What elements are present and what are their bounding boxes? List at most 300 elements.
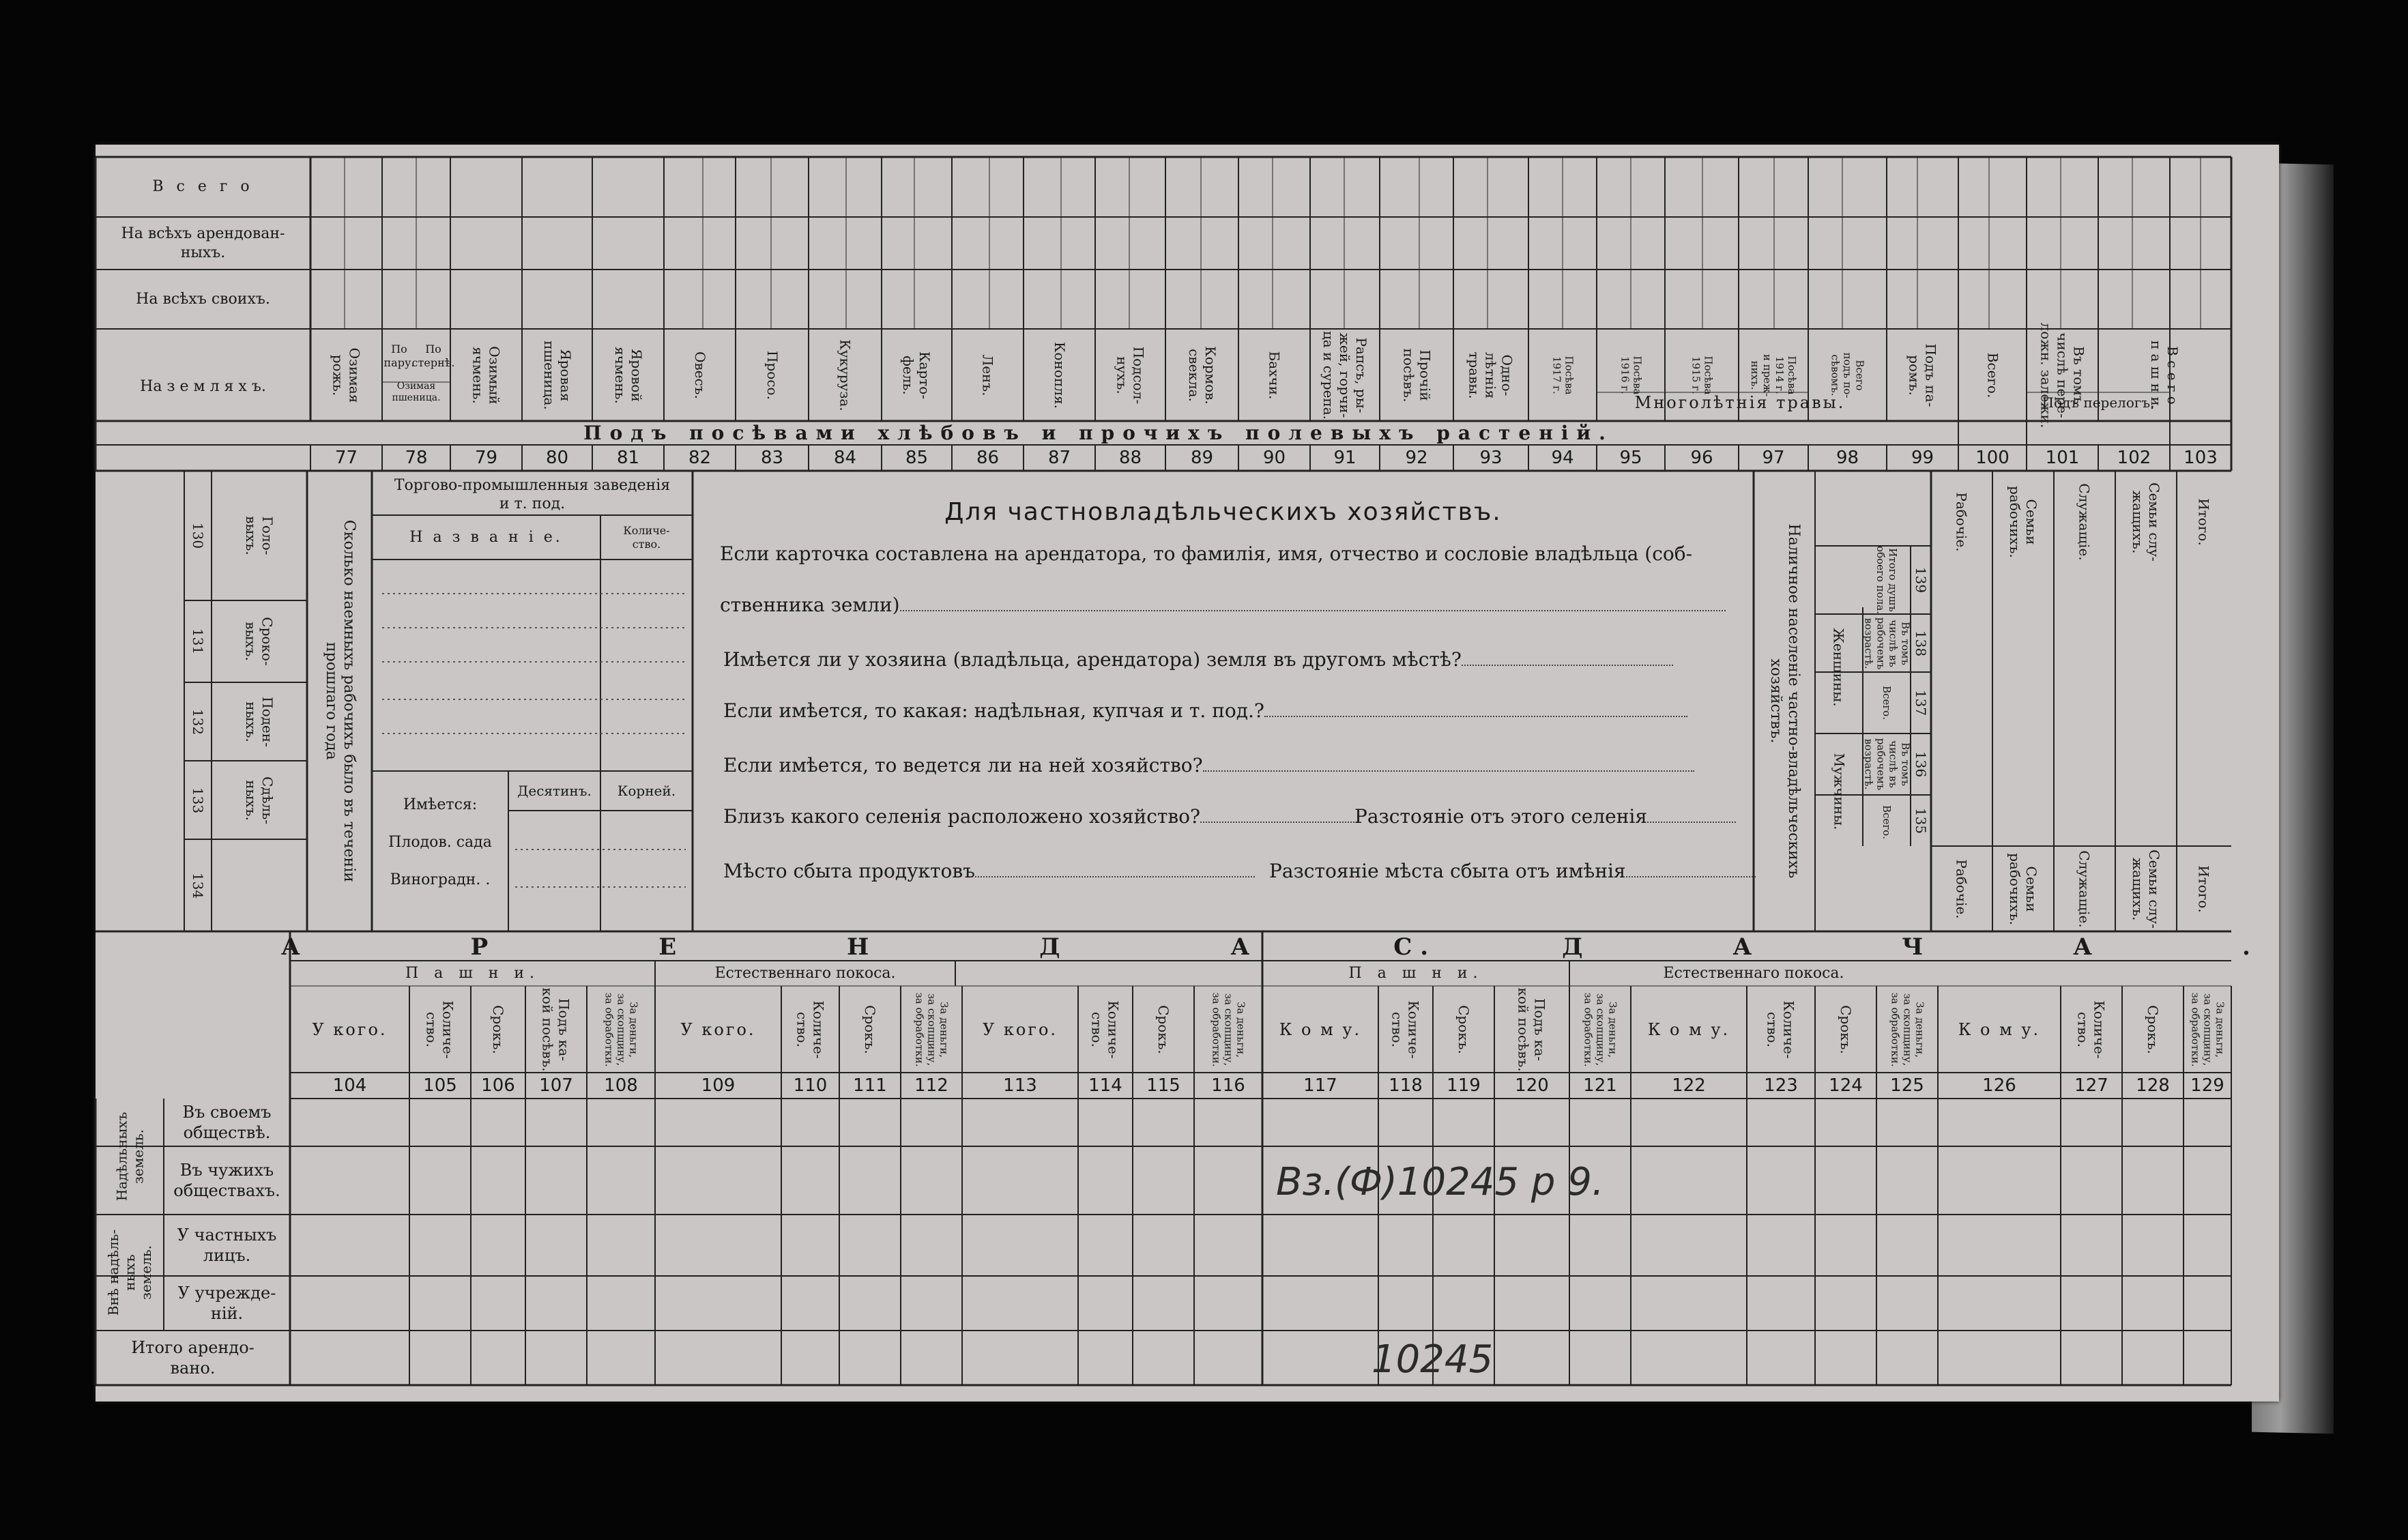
rent-col-header-1 xyxy=(409,986,471,1073)
rent-haymaking-1-text: Естественнаго покоса. xyxy=(714,964,896,982)
rent-arenda-banner xyxy=(280,933,1599,961)
rent-col-header-17-text: За деньги, за скопщину, за обработки. xyxy=(1582,992,1619,1066)
crop-header-3 xyxy=(450,329,522,421)
rent-group-nonallotment-text: Внѣ надѣль- ныхъ земель. xyxy=(105,1229,154,1316)
rent-col-header-17 xyxy=(1569,986,1631,1073)
rent-col-header-21-text: За деньги, за скопщину, за обработки. xyxy=(1889,992,1926,1066)
rent-col-header-7 xyxy=(839,986,901,1073)
population-top-3 xyxy=(2115,471,2177,573)
rent-col-number-109-text: 109 xyxy=(701,1075,736,1096)
population-number-135-text: 135 xyxy=(1913,807,1929,834)
rent-haymaking-1 xyxy=(655,961,955,986)
col-number-84-text: 84 xyxy=(833,448,857,468)
livestock-number-133 xyxy=(184,761,212,839)
question-market-distance-fill-line[interactable] xyxy=(1626,876,1756,877)
question-market-fill-line[interactable] xyxy=(975,876,1255,877)
population-top-1 xyxy=(1992,471,2054,573)
rent-row-label-3-text: У учрежде- нiй. xyxy=(177,1283,276,1323)
col-number-91 xyxy=(1310,445,1380,471)
rent-col-header-22-text: К о м у. xyxy=(1958,1019,2041,1039)
rent-col-header-24-text: Срокъ. xyxy=(2144,1004,2161,1054)
col-number-101-text: 101 xyxy=(2045,448,2080,468)
rent-col-header-21 xyxy=(1876,986,1938,1073)
crop-header-10-text: Ленъ. xyxy=(979,354,996,396)
population-number-135 xyxy=(1911,795,1931,846)
rent-col-header-15 xyxy=(1433,986,1494,1073)
rent-col-number-106 xyxy=(471,1073,525,1099)
rent-col-header-9-text: У кого. xyxy=(982,1019,1058,1039)
population-number-139-text: 139 xyxy=(1913,566,1929,594)
rent-col-header-24 xyxy=(2122,986,2184,1073)
crop-header-23 xyxy=(1887,329,1958,421)
livestock-number-134 xyxy=(184,839,212,931)
rent-col-number-114 xyxy=(1078,1073,1133,1099)
livestock-header-0-text: Голо- выхъ. xyxy=(242,516,276,555)
crop-header-11-text: Конопля. xyxy=(1051,341,1068,409)
crop-header-7-text: Просо. xyxy=(764,350,781,400)
col-number-96-text: 96 xyxy=(1690,448,1713,468)
rent-col-header-0-text: У кого. xyxy=(312,1019,388,1039)
col-number-82-text: 82 xyxy=(688,448,712,468)
trade-roots-header-text: Корней. xyxy=(617,782,676,799)
private-title-text: Для частновладѣльческихъ хозяйствъ. xyxy=(944,497,1502,526)
crop-header-22-text: Всего подъ по- сѣвомъ. xyxy=(1829,352,1866,398)
crop-header-26-text: В с е г о п а ш н и. xyxy=(2148,340,2181,410)
rent-col-number-105 xyxy=(409,1073,471,1099)
col-number-102-text: 102 xyxy=(2117,448,2151,468)
question-village-distance-fill-line[interactable] xyxy=(1647,822,1736,823)
col-number-90 xyxy=(1238,445,1310,471)
rent-col-header-8-text: За деньги, за скопщину, за обработки. xyxy=(913,992,950,1066)
col-number-86-text: 86 xyxy=(976,448,1000,468)
row-label-own-text: На всѣхъ своихъ. xyxy=(136,290,270,308)
population-top-4-text: Итого. xyxy=(2196,498,2212,546)
rent-col-header-22 xyxy=(1938,986,2061,1073)
rent-col-number-115-text: 115 xyxy=(1146,1075,1180,1096)
col-number-93 xyxy=(1453,445,1528,471)
col-number-95 xyxy=(1597,445,1665,471)
row-label-total xyxy=(96,157,310,217)
population-number-139 xyxy=(1911,546,1931,614)
rent-col-number-112 xyxy=(901,1073,962,1099)
rent-col-header-20 xyxy=(1815,986,1876,1073)
rent-col-number-107-text: 107 xyxy=(539,1075,573,1096)
crop-header-18-text: Посѣва 1917 г. xyxy=(1550,355,1575,394)
rent-col-header-23-text: Количе- ство. xyxy=(2075,1000,2108,1059)
rent-col-header-12-text: За деньги, за скопщину, за обработки. xyxy=(1210,992,1247,1066)
col-number-92 xyxy=(1380,445,1453,471)
rent-col-header-16 xyxy=(1494,986,1569,1073)
rent-col-number-106-text: 106 xyxy=(481,1075,515,1096)
rent-col-header-12 xyxy=(1194,986,1262,1073)
rent-col-number-120 xyxy=(1494,1073,1569,1099)
rent-col-number-127-text: 127 xyxy=(2074,1075,2108,1096)
col-number-80-text: 80 xyxy=(545,448,569,468)
perennial-grasses-label xyxy=(1597,389,1883,416)
handwritten-card-number: 10245 xyxy=(1372,1337,1494,1382)
population-number-138-text: 138 xyxy=(1913,630,1929,656)
under-crops-banner xyxy=(310,421,1887,445)
population-both-sexes xyxy=(1863,546,1911,614)
rent-col-header-13 xyxy=(1262,986,1378,1073)
col-number-97-text: 97 xyxy=(1762,448,1785,468)
question-village-text: Близъ какого селенiя расположено хозяйство? xyxy=(723,805,1201,828)
rent-col-number-111-text: 111 xyxy=(853,1075,887,1096)
rent-row-label-1-text: Въ чужихъ обществахъ. xyxy=(173,1161,280,1200)
crop-header-13-text: Кормов. свекла. xyxy=(1185,345,1219,405)
rent-col-number-114-text: 114 xyxy=(1088,1075,1122,1096)
rent-col-header-9 xyxy=(962,986,1078,1073)
rent-col-header-4 xyxy=(587,986,655,1073)
col-number-81 xyxy=(592,445,664,471)
crop-header-15 xyxy=(1310,329,1380,421)
population-bottom-0-text: Рабочiе. xyxy=(1954,858,1970,919)
rent-col-header-10-text: Количе- ство. xyxy=(1089,1000,1122,1059)
trade-title-text: Торгово-промышленныя заведенiя и т. под. xyxy=(394,476,671,512)
rent-sdacha-banner xyxy=(1262,933,2400,961)
col-number-83-text: 83 xyxy=(760,448,784,468)
under-crops-banner-text: Подъ посѣвами хлѣбовъ и прочихъ полевыхъ растенiй. xyxy=(583,422,1614,444)
population-women-total xyxy=(1863,672,1911,733)
crop-header-9-text: Карто- фель. xyxy=(900,351,933,399)
rent-col-number-125 xyxy=(1876,1073,1938,1099)
rent-col-number-123-text: 123 xyxy=(1764,1075,1798,1096)
population-side-title xyxy=(1754,471,1815,931)
rent-col-header-25 xyxy=(2184,986,2231,1073)
livestock-number-131-text: 131 xyxy=(190,628,206,655)
col-number-88 xyxy=(1095,445,1165,471)
population-bottom-3-text: Семьи слу- жащихъ. xyxy=(2130,849,2163,929)
col-number-79-text: 79 xyxy=(474,448,498,468)
livestock-header-0 xyxy=(212,471,307,600)
rent-col-number-125-text: 125 xyxy=(1890,1075,1924,1096)
rent-col-number-122 xyxy=(1631,1073,1747,1099)
population-women-incl xyxy=(1863,614,1911,672)
col-number-87 xyxy=(1024,445,1095,471)
trade-title xyxy=(372,474,693,515)
question-village xyxy=(723,805,1357,828)
question-land-type-fill-line[interactable] xyxy=(1264,716,1687,717)
rent-col-number-104 xyxy=(290,1073,409,1099)
col-number-97 xyxy=(1739,445,1808,471)
col-number-89 xyxy=(1165,445,1238,471)
population-bottom-1-text: Семьи рабочихъ. xyxy=(2007,852,2040,925)
row-label-on-lands-text: На з е м л я х ъ. xyxy=(140,378,266,396)
crop-header-2-text: По стернѣ. xyxy=(411,343,455,369)
crop-header-0-text: Озимая рожь. xyxy=(330,347,363,403)
rent-col-header-4-text: За деньги, за скопщину, за обработки. xyxy=(603,992,639,1066)
population-men-incl xyxy=(1863,733,1911,795)
crop-header-24-text: Всего. xyxy=(1984,352,2001,398)
question-farming-fill-line[interactable] xyxy=(1203,770,1694,772)
rent-col-number-126-text: 126 xyxy=(1982,1075,2016,1096)
rent-total-label xyxy=(96,1331,290,1385)
crop-header-6 xyxy=(664,329,736,421)
rent-haymaking-2 xyxy=(1569,961,1938,986)
col-number-79 xyxy=(450,445,522,471)
rent-col-header-0 xyxy=(290,986,409,1073)
col-number-89-text: 89 xyxy=(1190,448,1214,468)
rent-col-header-15-text: Срокъ. xyxy=(1455,1004,1472,1054)
col-number-96 xyxy=(1665,445,1739,471)
fallow-label xyxy=(2027,389,2170,416)
crop-header-5 xyxy=(592,329,664,421)
population-both-sexes-text: Итого душъ обоего пола. xyxy=(1874,546,1899,614)
col-number-94-text: 94 xyxy=(1551,448,1574,468)
col-number-87-text: 87 xyxy=(1047,448,1071,468)
rent-col-number-110 xyxy=(781,1073,839,1099)
rent-col-header-10 xyxy=(1078,986,1133,1073)
livestock-number-134-text: 134 xyxy=(190,872,206,899)
col-number-102 xyxy=(2098,445,2170,471)
rent-col-number-116-text: 116 xyxy=(1211,1075,1245,1096)
rent-col-number-128-text: 128 xyxy=(2136,1075,2170,1096)
row-label-total-text: В с е г о xyxy=(152,178,254,196)
crop-header-19-text: Посѣва 1916 г. xyxy=(1618,355,1643,394)
rent-sdacha-banner-text: СДАЧА. xyxy=(1393,933,2400,961)
population-top-2 xyxy=(2054,471,2115,573)
rent-col-header-8 xyxy=(901,986,962,1073)
rent-col-number-126 xyxy=(1938,1073,2061,1099)
rent-row-label-1 xyxy=(164,1146,290,1215)
rent-col-header-16-text: Подъ ка- кой посѣвъ. xyxy=(1515,987,1549,1072)
question-village-distance-text: Разстоянiе отъ этого селенiя xyxy=(1354,805,1647,828)
rent-col-number-116 xyxy=(1194,1073,1262,1099)
rent-arable-1 xyxy=(290,961,655,986)
row-label-rented-text: На всѣхъ арендован- ныхъ. xyxy=(121,225,285,261)
crop-header-14 xyxy=(1238,329,1310,421)
col-number-100 xyxy=(1958,445,2027,471)
rent-row-label-0-text: Въ своемъ обществѣ. xyxy=(182,1103,272,1142)
rent-col-number-115 xyxy=(1133,1073,1194,1099)
livestock-number-130-text: 130 xyxy=(190,522,206,549)
population-number-137 xyxy=(1911,672,1931,733)
col-number-100-text: 100 xyxy=(1975,448,2010,468)
row-label-on-lands xyxy=(96,329,310,445)
rent-col-number-124 xyxy=(1815,1073,1876,1099)
population-number-138 xyxy=(1911,614,1931,672)
livestock-header-3-text: Сдѣль- ныхъ. xyxy=(243,776,276,824)
population-men-total xyxy=(1863,795,1911,849)
rent-col-number-119-text: 119 xyxy=(1447,1075,1481,1096)
rent-group-allotment xyxy=(96,1099,164,1215)
col-number-98 xyxy=(1808,445,1887,471)
crop-header-13 xyxy=(1165,329,1238,421)
rent-col-header-19 xyxy=(1747,986,1815,1073)
col-number-85-text: 85 xyxy=(905,448,929,468)
rent-col-header-19-text: Количе- ство. xyxy=(1765,1000,1797,1059)
trade-qty-header xyxy=(600,515,693,560)
rent-row-label-2-text: У частныхъ лицъ. xyxy=(177,1225,277,1265)
question-market-text: Мѣсто сбыта продуктовъ xyxy=(723,860,975,882)
crop-header-23-text: Подъ па- ромъ. xyxy=(1906,343,1939,407)
col-number-93-text: 93 xyxy=(1479,448,1503,468)
livestock-header-1 xyxy=(212,600,307,682)
col-number-95-text: 95 xyxy=(1619,448,1642,468)
rent-group-nonallotment xyxy=(96,1215,164,1331)
population-bottom-4 xyxy=(2177,846,2231,931)
population-number-137-text: 137 xyxy=(1913,689,1929,716)
crop-header-20-text: Посѣва 1915 г. xyxy=(1689,355,1714,394)
rent-col-header-2 xyxy=(471,986,525,1073)
rent-col-number-124-text: 124 xyxy=(1829,1075,1863,1096)
question-village-fill-line[interactable] xyxy=(1200,822,1357,823)
livestock-number-131 xyxy=(184,600,212,682)
population-women-incl-text: Въ томъ числѣ въ рабочемъ возрастѣ. xyxy=(1862,617,1911,669)
trade-has-label-text: Имѣется: xyxy=(403,796,478,814)
col-number-92-text: 92 xyxy=(1405,448,1428,468)
question-other-land-fill-line[interactable] xyxy=(1462,665,1673,666)
rent-group-allotment-text: Надѣльныхъ земель. xyxy=(113,1112,146,1202)
rent-col-number-119 xyxy=(1433,1073,1494,1099)
crop-header-1-text: По пару. xyxy=(383,343,415,369)
population-men-text: Мужчины. xyxy=(1831,753,1847,830)
livestock-header-1-text: Сроко- выхъ. xyxy=(242,617,276,666)
livestock-header-2-text: Поден- ныхъ. xyxy=(242,696,276,747)
trade-vineyards xyxy=(379,867,502,894)
population-men-total-text: Всего. xyxy=(1881,805,1893,839)
fallow-label-text: Подъ перелогъ. xyxy=(2042,394,2155,411)
rent-col-header-7-text: Срокъ. xyxy=(861,1004,878,1054)
population-top-2-text: Служащiе. xyxy=(2076,483,2093,561)
col-number-99 xyxy=(1887,445,1958,471)
rent-col-number-110-text: 110 xyxy=(793,1075,828,1096)
crop-header-4 xyxy=(522,329,592,421)
trade-orchards xyxy=(379,829,502,856)
question-market-distance-text: Разстоянiе мѣста сбыта отъ имѣнiя xyxy=(1269,860,1626,882)
crop-header-10 xyxy=(952,329,1024,421)
livestock-header-2 xyxy=(212,682,307,761)
population-number-136-text: 136 xyxy=(1913,751,1929,778)
rent-col-header-6-text: Количе- ство. xyxy=(794,1000,827,1059)
question-market-distance xyxy=(1269,860,1756,882)
col-number-94 xyxy=(1528,445,1597,471)
question-other-land xyxy=(723,648,1673,671)
trade-desyatin-header xyxy=(508,771,600,811)
col-number-84 xyxy=(809,445,882,471)
crop-header-6-text: Овесъ. xyxy=(691,351,708,399)
crop-header-12-text: Подсол- нухъ. xyxy=(1114,346,1147,404)
col-number-103-text: 103 xyxy=(2184,448,2218,468)
col-number-77-text: 77 xyxy=(334,448,358,468)
rent-col-header-14 xyxy=(1378,986,1433,1073)
crop-header-2 xyxy=(411,329,455,383)
population-top-0 xyxy=(1931,471,1992,573)
rent-col-number-108-text: 108 xyxy=(604,1075,638,1096)
rent-col-number-118-text: 118 xyxy=(1389,1075,1423,1096)
col-number-86 xyxy=(952,445,1024,471)
livestock-number-133-text: 133 xyxy=(190,787,206,813)
rent-col-number-121-text: 121 xyxy=(1583,1075,1617,1096)
col-number-78-text: 78 xyxy=(405,448,428,468)
rent-col-number-104-text: 104 xyxy=(332,1075,367,1096)
winter-wheat-label xyxy=(382,382,450,403)
crop-header-18 xyxy=(1528,329,1597,421)
population-top-4 xyxy=(2177,471,2231,573)
crop-header-8 xyxy=(809,329,882,421)
crop-header-11 xyxy=(1024,329,1095,421)
rent-arenda-banner-text: АРЕНДА. xyxy=(280,933,1599,961)
rent-col-number-113 xyxy=(962,1073,1078,1099)
crop-header-12 xyxy=(1095,329,1165,421)
rent-arable-2 xyxy=(1262,961,1569,986)
population-number-136 xyxy=(1911,733,1931,795)
rent-col-header-5 xyxy=(655,986,781,1073)
question-land-type xyxy=(723,699,1687,722)
question-village-distance xyxy=(1354,805,1736,828)
crop-header-0 xyxy=(310,329,382,421)
rent-col-number-128 xyxy=(2122,1073,2184,1099)
winter-wheat-label-text: Озимая пшеница. xyxy=(392,380,441,403)
population-women xyxy=(1815,607,1863,727)
crop-header-16 xyxy=(1380,329,1453,421)
col-number-99-text: 99 xyxy=(1911,448,1934,468)
col-number-91-text: 91 xyxy=(1333,448,1357,468)
question-owner-name-cont-fill-line[interactable] xyxy=(900,610,1726,611)
rent-col-header-11 xyxy=(1133,986,1194,1073)
crop-header-15-text: Рапсъ, ры- жей, горчи- ца и сурепа. xyxy=(1320,330,1369,420)
rent-col-header-18 xyxy=(1631,986,1747,1073)
livestock-number-132-text: 132 xyxy=(190,708,206,735)
crop-header-25-text: Въ томъ числѣ пере- ложн. залежи. xyxy=(2037,322,2087,428)
hired-workers-label xyxy=(307,471,372,931)
rent-col-number-111 xyxy=(839,1073,901,1099)
rent-col-header-2-text: Срокъ. xyxy=(489,1004,506,1054)
rent-col-number-123 xyxy=(1747,1073,1815,1099)
col-number-101 xyxy=(2027,445,2098,471)
rent-col-number-107 xyxy=(525,1073,587,1099)
question-owner-name xyxy=(720,542,1692,565)
question-owner-name-text: Если карточка составлена на арендатора, то фамилiя, имя, отчество и сословiе владѣльца (соб- xyxy=(720,542,1693,565)
crop-header-3-text: Озимый ячмень. xyxy=(469,345,503,405)
rent-col-number-129 xyxy=(2184,1073,2231,1099)
trade-roots-header xyxy=(600,771,693,811)
private-title xyxy=(693,491,1754,532)
hired-workers-label-text: Сколько наемныхъ рабочихъ было въ теченiи прошлаго года xyxy=(322,519,358,883)
perennial-grasses-label-text: Многолѣтнiя травы. xyxy=(1634,393,1846,412)
rent-col-number-117-text: 117 xyxy=(1303,1075,1337,1096)
col-number-85 xyxy=(882,445,952,471)
rent-col-number-122-text: 122 xyxy=(1672,1075,1706,1096)
rent-col-number-129-text: 129 xyxy=(2190,1075,2224,1096)
crop-header-5-text: Яровой ячмень. xyxy=(611,346,645,404)
rent-row-label-2 xyxy=(164,1215,290,1276)
question-owner-name-cont xyxy=(720,594,1726,616)
rent-arable-2-text: П а ш н и. xyxy=(1348,964,1483,982)
trade-vineyards-text: Виноградн. . xyxy=(390,871,491,889)
rent-haymaking-2-text: Естественнаго покоса. xyxy=(1663,964,1844,982)
crop-header-8-text: Кукуруза. xyxy=(837,338,854,411)
trade-desyatin-header-text: Десятинъ. xyxy=(517,782,592,799)
rent-row-label-0 xyxy=(164,1099,290,1146)
rent-col-header-25-text: За деньги, за скопщину, за обработки. xyxy=(2189,992,2226,1066)
handwritten-archive-note: Вз.(Ф)10245 р 9. xyxy=(1276,1160,1604,1204)
col-number-103 xyxy=(2170,445,2231,471)
rent-col-number-117 xyxy=(1262,1073,1378,1099)
rent-col-header-14-text: Количе- ство. xyxy=(1389,1000,1422,1059)
population-side-title-text: Наличное населенiе частно-владѣльческихъ хозяйствъ. xyxy=(1767,523,1803,879)
col-number-81-text: 81 xyxy=(616,448,640,468)
question-land-type-text: Если имѣется, то какая: надѣльная, купчая и т. под.? xyxy=(723,699,1264,722)
rent-col-header-23 xyxy=(2061,986,2122,1073)
rent-col-header-13-text: К о м у. xyxy=(1279,1019,1362,1039)
rent-col-number-112-text: 112 xyxy=(914,1075,948,1096)
trade-qty-header-text: Количе- ство. xyxy=(623,523,670,551)
rent-col-header-3-text: Подъ ка- кой посѣвъ. xyxy=(540,987,573,1072)
rent-col-header-20-text: Срокъ. xyxy=(1837,1004,1854,1054)
crop-header-17-text: Одно- лѣтнiя травы. xyxy=(1466,351,1515,399)
col-number-90-text: 90 xyxy=(1262,448,1286,468)
